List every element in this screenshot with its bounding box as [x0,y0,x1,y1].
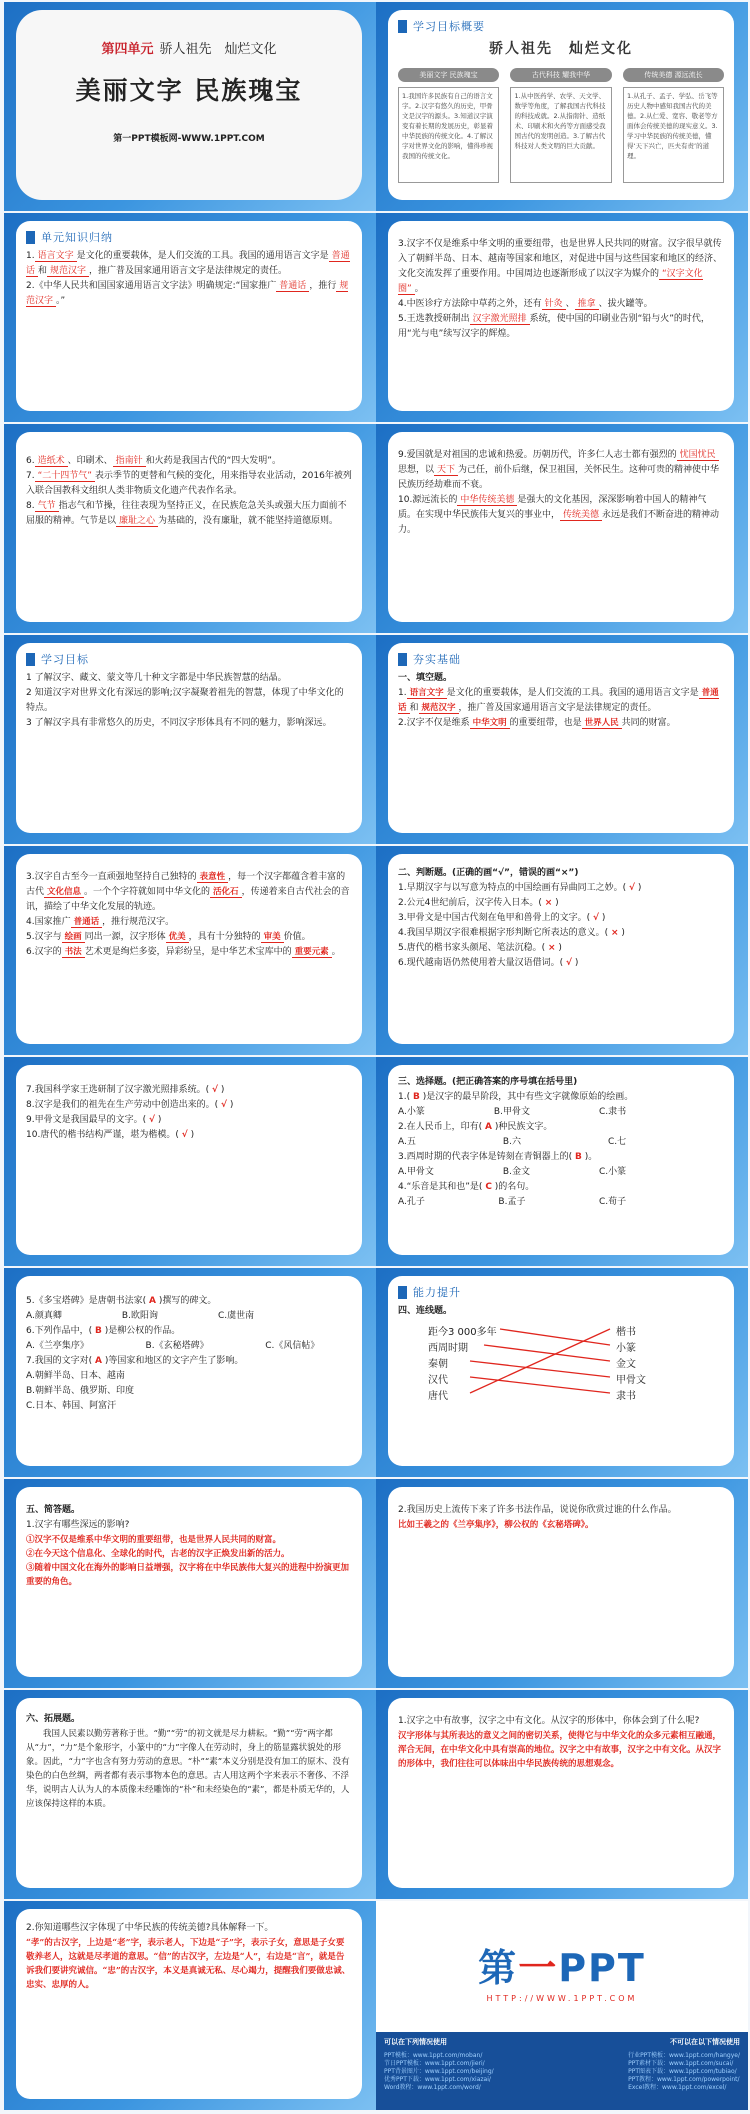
option: A.《兰亭集序》 [26,1341,89,1351]
overview-card [388,10,734,200]
footer-heading: 不可以在以下情况使用 [670,2038,740,2046]
answer-text: ②在今天这个信息化、全球化的时代，古老的汉字正焕发出新的活力。 [26,1549,290,1559]
extension-text [398,1714,724,1771]
short-answer-card [388,1487,734,1677]
judge-answer: √ [211,1085,218,1095]
basics-text: 一、填空题。 1. 语言文字 是文化的重要载体，是人们交流的工具。我国的通用语言文字是 普通话 和 规范汉字 ，推广普及国家通用语言文字是法律规定的责任。 2.汉字不仅是维系 中华文明 的重要纽带，也是 世界人民 共同的财富。 [398,671,724,731]
text: 4.中医诊疗方法除中草药之外，还有 [398,299,542,309]
choice-answer: B [412,1092,420,1102]
judge-item: 3.甲骨文是中国古代刻在龟甲和兽骨上的文字。( √ ) [398,913,606,923]
match-left-item[interactable]: 西周时期 [428,1343,468,1354]
judge-item: 8.汉字是我们的祖先在生产劳动中创造出来的。( √ ) [26,1100,234,1110]
text: 10.源远流长的 [398,495,458,505]
text: ，推广普及国家通用语言文字是法律规定的责任。 [458,703,657,713]
match-right-item[interactable]: 隶书 [616,1391,636,1402]
option: B.欧阳询 [121,1311,158,1321]
slide-heading: 夯实基础 [413,653,461,666]
text: 思想，以 [398,465,435,475]
answer-blank: 表意性 [197,872,229,883]
judge-item: 2.公元4世纪前后，汉字传入日本。( × ) [398,898,559,908]
extension-text [26,1712,352,1811]
judge-answer: √ [628,883,635,893]
text: ，推行 [309,281,337,291]
unit-line [26,38,352,57]
unit-title: 骄人祖先 灿烂文化 [159,42,277,57]
answer-text: ①汉字不仅是维系中华文明的重要纽带，也是世界人民共同的财富。 [26,1535,282,1545]
option: C.隶书 [599,1107,627,1117]
answer-blank: 审美 [261,932,284,943]
text: 2.《中华人民共和国国家通用语言文字法》明确规定:“国家推广 [26,281,277,291]
option: C.荀子 [599,1197,627,1207]
judge-item: 9.甲骨文是我国最早的文字。( √ ) [26,1115,162,1125]
text: 是文化的重要载体，是人们交流的工具。我国的通用语言文字是 [446,688,699,698]
answer-text: 比如王羲之的《兰亭集序》，柳公权的《玄秘塔碑》。 [398,1520,594,1530]
matching-card [388,1276,734,1466]
answer-blank: 文化信息 [44,887,84,898]
matching-area [398,1319,724,1439]
column-text: 1.从孔子、孟子、学弘、岳飞等历史人物中感知我国古代的美德。2.从仁爱、宽容、敬老等方面体会传统美德的现实意义。3.学习中华民族的传统美德，懂得‘天下兴亡，匹夫有责’的道理。 [623,87,724,183]
option: A.小篆 [398,1107,425,1117]
section-title: 二、判断题。(正确的画“√”，错误的画“×”) [398,868,579,878]
cover-website: 第一PPT模板网-WWW.1PPT.COM [113,134,265,144]
judge-item: 5.唐代的楷书家头颜尾、笔法沉稳。( × ) [398,943,562,953]
footer-link[interactable]: Word教程：www.1ppt.com/word/ [384,2084,481,2091]
option: A.朝鲜半岛、日本、越南 [26,1371,125,1381]
choice-text: 三、选择题。(把正确答案的序号填在括号里) 1.( B )是汉字的最早阶段，其中有些文字就像原始的绘画。 A.小篆 B.甲骨文 C.隶书 2.在人民币上，印有( A )种民族文字。 A.五 B.六 C.七 3.西周时期的代表字体是铸刻在青铜器上的( B )。 A.甲骨文 B.金文 C.小篆 4.“乐音是其和也”是( C )的名句。 A.孔子 B.孟子 C.荀子 [398,1075,724,1210]
objective-item: 1 了解汉字、藏文、蒙文等几十种文字都是中华民族智慧的结晶。 [26,673,287,683]
overview-column [510,68,611,183]
footer-link[interactable]: PPT模板：www.1ppt.com/moban/ [384,2052,483,2059]
answer-blank: 针灸 [542,299,566,310]
answer-blank: 规范汉字 [47,266,89,277]
judge-answer: √ [181,1130,188,1140]
slide-choice-1[interactable] [376,1057,748,1266]
reading-passage: 我国人民素以勤劳著称于世。“勤”“劳”的初文就是尽力耕耘。“勤”“劳”两字都从“力”，“力”是个象形字，小篆中的“力”字像人在劳动时，身上的筋显露状貌处的形象。因此，“力”字也含有努力劳动的意思。“朴”“素”本义分别是没有加工的原木、没有染色的白色丝绸，两者都有表示事物本色的意思。古人用这两个字来表示不奢侈、不浮华，说明古人认为人的本质像未经雕饰的“朴”和未经染色的“素”，都是朴质无华的，人应该保持这样的本质。 [26,1729,350,1809]
answer-blank: 重要元素 [292,947,332,958]
answer-blank: 优美 [166,932,189,943]
slide-brand[interactable] [376,1901,748,2110]
header-block-icon [398,653,407,666]
slide-heading: 单元知识归纳 [41,231,113,244]
footer-link[interactable]: PPT图表下载：www.1ppt.com/tubiao/ [628,2068,737,2075]
text: ，推行规范汉字。 [102,917,175,927]
text: 的重要纽带，也是 [509,718,582,728]
short-answer-text [398,1503,724,1532]
slide-objectives[interactable] [4,635,376,844]
section-title: 三、选择题。(把正确答案的序号填在括号里) [398,1077,578,1087]
text: 共同的财富。 [621,718,676,728]
overview-title: 骄人祖先 灿烂文化 [489,41,633,57]
question: 1.汉字之中有故事，汉字之中有文化。从汉字的形体中，你体会到了什么呢? [398,1716,700,1726]
option: A.孔子 [398,1197,425,1207]
text: 艺术更是绚烂多姿，异彩纷呈，是中华艺术宝库中的 [84,947,292,957]
slide-extension-3[interactable] [4,1901,376,2110]
choice-text: 5.《多宝塔碑》是唐朝书法家( A )撰写的碑文。 A.颜真卿 B.欧阳询 C.虞世南 6.下列作品中，( B )是柳公权的作品。 A.《兰亭集序》 B.《玄秘塔碑》 C.《风信帖》 7.我国的文字对( A )等国家和地区的文字产生了影响。 A.朝鲜半岛、日本、越南 B.朝鲜半岛、俄罗斯、印度 C.日本、韩国、阿富汗 [26,1294,352,1414]
unit-label: 第四单元 [101,42,154,57]
section-title: 六、拓展题。 [26,1714,81,1724]
option: C.小篆 [599,1167,627,1177]
text: 5.王选教授研制出 [398,314,470,324]
judge-answer: √ [565,958,572,968]
judge-answer: × [544,898,553,908]
slide-knowledge-2[interactable] [376,213,748,422]
text: 系统，使中国的印刷业告别“铅与火”的时代，用“光与电”续写汉字的辉煌。 [398,314,710,339]
header-block-icon [398,1286,407,1299]
text: ，具有十分独特的 [188,932,261,942]
judge-answer: √ [592,913,599,923]
knowledge-text [398,448,724,538]
column-text: 1.我国许多民族有自己的语言文字。2.汉字有悠久的历史，甲骨文是汉字的源头。3.知道汉字演变有着长期的发展历史，彰显着中华民族的传统文化。4.了解汉字对世界文化的影响，懂得珍视我国的传统文化。 [398,87,499,183]
slide-judge-1[interactable] [376,846,748,1055]
judge-card [388,854,734,1044]
section-title: 一、填空题。 [398,673,453,683]
extension-card [388,1698,734,1888]
choice-answer: C [485,1182,492,1192]
slide-basics-1[interactable] [376,635,748,844]
choice-answer: A [484,1122,492,1132]
text: 3.汉字自古至今一直顽强地坚持自己独特的 [26,872,197,882]
slide-cover[interactable] [4,2,376,211]
short-answer-text [26,1503,352,1589]
answer-blank: 气节 [35,501,59,512]
objective-item: 2 知道汉字对世界文化有深远的影响;汉字凝聚着祖先的智慧，体现了中华文化的特点。 [26,688,344,713]
extension-card [16,1909,362,2099]
judge-answer: × [547,943,556,953]
text: 为基础的，没有廉耻，就不能坚持道德原则。 [158,516,339,526]
option: B.《玄秘塔碑》 [145,1341,209,1351]
text: 、拔火罐等。 [598,299,653,309]
overview-column [623,68,724,183]
match-left-item[interactable]: 唐代 [428,1391,448,1402]
choice-card [388,1065,734,1255]
answer-blank: 造纸术 [35,456,68,467]
column-head: 传统美德 源远流长 [623,68,724,82]
basics-card [16,854,362,1044]
answer-blank: 规范汉字 [26,281,349,306]
judge-answer: × [610,928,619,938]
knowledge-card [16,221,362,411]
judge-item: 4.我国早期汉字很难根据字形判断它所表达的意义。( × ) [398,928,625,938]
slide-judge-2[interactable] [4,1057,376,1266]
answer-blank: 活化石 [210,887,242,898]
option: C.七 [608,1137,627,1147]
match-left-item[interactable]: 汉代 [428,1375,448,1386]
text: 指志气和节操，往往表现为坚持正义，在民族危急关头或强大压力面前不屈服的精神。气节是以 [26,501,347,526]
judge-card [16,1065,362,1255]
judge-text [26,1083,352,1143]
text: ，传递着来自古代社会的音讯，描绘了中华文化发展的轨迹。 [26,887,350,912]
match-right-item[interactable]: 金文 [616,1359,636,1370]
option: B.甲骨文 [493,1107,530,1117]
match-right-item[interactable]: 楷书 [616,1327,636,1338]
judge-item: 7.我国科学家王选研制了汉字激光照排系统。( √ ) [26,1085,225,1095]
option: C.《风信帖》 [265,1341,320,1351]
question: 2.我国历史上流传下来了许多书法作品，说说你欣赏过谁的什么作品。 [398,1505,677,1515]
footer-link[interactable]: 行业PPT模板：www.1ppt.com/hangye/ [628,2052,740,2059]
footer-link[interactable]: PPT教程：www.1ppt.com/powerpoint/ [628,2076,740,2083]
answer-blank: 中华传统美德 [457,495,517,506]
section-title: 五、简答题。 [26,1505,81,1515]
option: A.甲骨文 [398,1167,434,1177]
knowledge-text: 3.汉字不仅是维系中华文明的重要纽带，也是世界人民共同的财富。汉字很早就传入了朝鲜半岛、日本、越南等国家和地区，对促进中国与这些国家和地区的经济、文化交流发挥了重要作用。中国周边也逐渐形成了以汉字为媒介的 “汉字文化圈” 。 4.中医诊疗方法除中草药之外，还有 针灸 、 推拿 、拔火罐等。 5.王选教授研制出 汉字激光照排 系统，使中国的印刷业告别“铅与火”的时代，用“光与电”续写汉字的辉煌。 [398,239,723,339]
answer-blank: 廉耻之心 [116,516,158,527]
text: 为己任，前仆后继，保卫祖国，关怀民生。这种可贵的精神使中华民族历经劫难而不衰。 [398,465,720,490]
slide-heading: 能力提升 [413,1286,461,1299]
judge-item: 6.现代越南语仍然使用着大量汉语借词。( √ ) [398,958,579,968]
text: 、印刷术、 [67,456,113,466]
cover-card [16,10,362,200]
header-block-icon [26,231,35,244]
cover-title: 美丽文字 民族瑰宝 [75,76,303,105]
objectives-text [26,671,352,731]
answer-blank: 汉字激光照排 [470,314,530,325]
option: C.日本、韩国、阿富汗 [26,1401,117,1411]
match-right-item[interactable]: 甲骨文 [616,1375,646,1386]
choice-answer: B [94,1326,102,1336]
brand-footer [376,2032,748,2110]
option: C.虞世南 [218,1311,255,1321]
option: A.颜真卿 [26,1311,62,1321]
choice-answer: B [574,1152,582,1162]
judge-answer: √ [220,1100,227,1110]
answer-blank: 语言文字 [407,688,447,699]
extension-text [26,1921,352,1992]
text: 。 [331,947,341,957]
text: 和火药是我国古代的“四大发明”。 [145,456,281,466]
ppt-logo: 第一PPT [478,1946,646,1990]
basics-card [388,643,734,833]
footer-link[interactable]: 优秀PPT下载：www.1ppt.com/xiazai/ [384,2076,491,2083]
knowledge-text: 1. 语言文字 是文化的重要载体，是人们交流的工具。我国的通用语言文字是 普通话 和 规范汉字 ，推广普及国家通用语言文字是法律规定的责任。 2.《中华人民共和国国家通用语言文字法》明确规定:“国家推广 普通话 ，推行 规范汉字 。” [26,251,350,306]
footer-link[interactable]: 节日PPT模板：www.1ppt.com/jieri/ [384,2060,485,2067]
text: 4.国家推广 [26,917,71,927]
answer-text: “孝”的古汉字，上边是“老”字，表示老人，下边是“子”字，表示子女，意思是子女要敬养老人，这就是尽孝道的意思。“信”的古汉字，左边是“人”，右边是“言”，就是告诉我们要讲究诚信。“忠”的古汉字，本义是真诚无私、尽心竭力，提醒我们要做忠诚、忠实、忠厚的人。 [26,1938,351,1990]
objectives-card [16,643,362,833]
slide-matching[interactable] [376,1268,748,1477]
text: 9.爱国就是对祖国的忠诚和热爱。历朝历代，许多仁人志士都有强烈的 [398,450,677,460]
text: ，每一个汉字都蕴含着丰富的古代 [26,872,346,897]
match-right-item[interactable]: 小篆 [616,1343,636,1354]
judge-answer: √ [148,1115,155,1125]
answer-blank: “汉字文化圈” [398,269,703,294]
slide-basics-2[interactable] [4,846,376,1055]
objective-item: 3 了解汉字具有非常悠久的历史，不同汉字形体具有不同的魅力，影响深远。 [26,718,332,728]
text: 表示季节的更替和气候的变化，用来指导农业活动，2016年被列入联合国教科文组织人类非物质文化遗产代表作名录。 [26,471,352,496]
judge-item: 10.唐代的楷书结构严谨，堪为楷模。( √ ) [26,1130,195,1140]
answer-blank: 普通话 [276,281,309,292]
footer-link[interactable]: PPT背景图片：www.1ppt.com/beijing/ [384,2068,494,2075]
column-head: 美丽文字 民族瑰宝 [398,68,499,82]
slide-heading: 学习目标 [41,653,89,666]
answer-blank: 指南针 [113,456,146,467]
extension-card [16,1698,362,1888]
slide-overview[interactable] [376,2,748,211]
match-left-item[interactable]: 距今3 000多年 [428,1327,497,1338]
answer-blank: 推拿 [575,299,599,310]
answer-blank: 书法 [62,947,85,958]
option: B.金文 [502,1167,530,1177]
section-title: 四、连线题。 [398,1306,453,1316]
text: 同出一源，汉字形体 [84,932,166,942]
text: 。” [56,296,66,306]
header-block-icon [26,653,35,666]
knowledge-card [388,432,734,622]
text: 是文化的重要载体，是人们交流的工具。我国的通用语言文字是 [76,251,329,261]
text: 。 [414,284,424,294]
answer-blank: 普通话 [26,251,350,276]
answer-blank: 传统美德 [560,510,602,521]
answer-blank: 忧国忧民 [677,450,719,461]
slide-extension-2[interactable] [376,1690,748,1899]
overview-column [398,68,499,183]
slide-knowledge-3[interactable] [4,424,376,633]
text: 2.汉字不仅是维系 [398,718,470,728]
match-left-item[interactable]: 秦朝 [428,1359,448,1370]
answer-blank: 世界人民 [582,718,622,729]
brand-url: HTTP://WWW.1PPT.COM [486,1994,638,2003]
question: 2.你知道哪些汉字体现了中华民族的传统美德?具体解释一下。 [26,1923,274,1933]
slide-extension-1[interactable] [4,1690,376,1899]
basics-text [26,870,352,960]
answer-text: ③随着中国文化在海外的影响日益增强，汉字将在中华民族伟大复兴的进程中扮演更加重要的角色。 [26,1563,350,1587]
answer-blank: 规范汉字 [419,703,459,714]
answer-blank: 中华文明 [470,718,510,729]
text: 价值。 [283,932,311,942]
option: B.六 [502,1137,521,1147]
text: 5.汉字与 [26,932,62,942]
short-answer-card [16,1487,362,1677]
answer-blank: 语言文字 [35,251,77,262]
header-block-icon [398,20,407,33]
slide-heading: 学习目标概要 [413,20,485,33]
answer-blank: 普通话 [398,688,719,713]
text: 永远是我们不断奋进的精神动力。 [398,510,720,535]
text: ，推广普及国家通用语言文字是法律规定的责任。 [89,266,288,276]
judge-item: 1.早期汉字与以写意为特点的中国绘画有异曲同工之妙。( √ ) [398,883,642,893]
judge-text [398,866,724,971]
knowledge-card [388,221,734,411]
option: B.孟子 [498,1197,526,1207]
answer-blank: 绘画 [62,932,85,943]
footer-link[interactable]: Excel教程：www.1ppt.com/excel/ [628,2084,727,2091]
text: 。一个个字符就如同中华文化的 [84,887,211,897]
slide-knowledge-4[interactable] [376,424,748,633]
column-text: 1.从中医药学、农学、天文学、数学等角度，了解我国古代科技的科技成就。2.从指南针、造纸术、印刷术和火药等方面感受我国古代的发明创造。3.了解古代科技对人类文明的巨大贡献。 [510,87,611,183]
answer-blank: 普通话 [71,917,103,928]
slide-short-answer-1[interactable] [4,1479,376,1688]
footer-link[interactable]: PPT素材下载：www.1ppt.com/sucai/ [628,2060,734,2067]
slide-knowledge-1[interactable] [4,213,376,422]
answer-blank: “二十四节气” [35,471,95,482]
footer-heading: 可以在下列情况使用 [384,2038,447,2046]
knowledge-text: 6. 造纸术 、印刷术、 指南针 和火药是我国古代的“四大发明”。 7. “二十四节气” 表示季节的更替和气候的变化，用来指导农业活动，2016年被列入联合国教科文组织人类非物质文化遗产代表作名录。 8. 气节 指志气和节操，往往表现为坚持正义，在民族危急关头或强大压力面前不屈服的精神。气节是以 廉耻之心 为基础的，没有廉耻，就不能坚持道德原则。 [26,456,352,526]
slide-short-answer-2[interactable] [376,1479,748,1688]
slide-choice-2[interactable] [4,1268,376,1477]
option: A.五 [398,1137,416,1147]
text: 是强大的文化基因，深深影响着中国人的精神气质。在实现中华民族伟大复兴的事业中， [398,495,707,520]
question: 1.汉字有哪些深远的影响? [26,1520,130,1530]
answer-text: 汉字形体与其所表达的意义之间的密切关系，使得它与中华文化的众多元素相互融通，浑合无间，在中华文化中具有崇高的地位。汉字之中有故事，汉字之中有文化。从汉字的形体中，我们往往可以体味出中华民族传统的思想观念。 [398,1731,722,1769]
option: B.朝鲜半岛、俄罗斯、印度 [26,1386,135,1396]
choice-answer: A [148,1296,156,1306]
text: 3.汉字不仅是维系中华文明的重要纽带，也是世界人民共同的财富。汉字很早就传入了朝鲜半岛、日本、越南等国家和地区，对促进中国与这些国家和地区的经济、文化交流发挥了重要作用。中国周边也逐渐形成了以汉字为媒介的 [398,239,723,279]
knowledge-card [16,432,362,622]
column-head: 古代科技 耀我中华 [510,68,611,82]
text: 和 [38,266,48,276]
choice-card [16,1276,362,1466]
text: 6.汉字的 [26,947,62,957]
answer-blank: 天下 [434,465,458,476]
choice-answer: A [94,1356,102,1366]
